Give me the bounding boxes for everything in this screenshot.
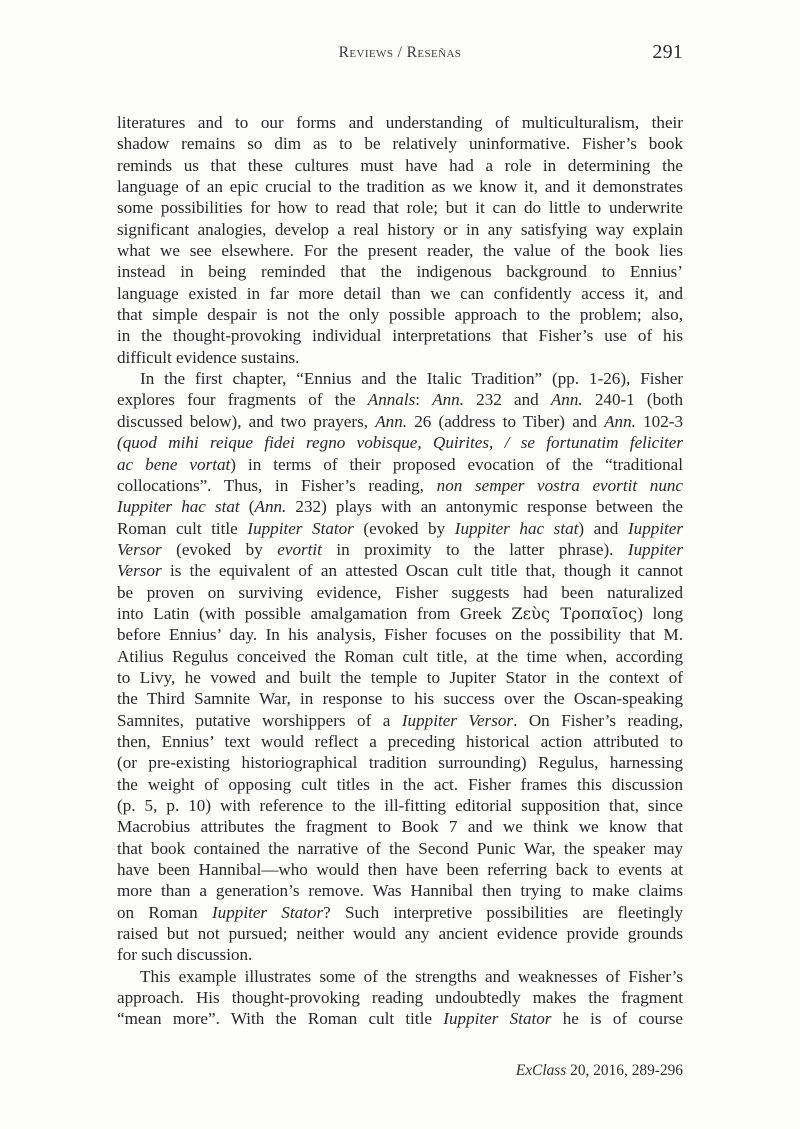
- footer-citation: [117, 1062, 683, 1080]
- text-line: explores four fragments of the Annals: Ann. 232 and Ann. 240-1 (both: [117, 390, 683, 410]
- paragraph-continued: [117, 112, 683, 368]
- text-line: Versor is the equivalent of an attested Oscan cult title that, though it cannot: [117, 561, 683, 581]
- footer-journal-name: ExClass: [515, 1062, 567, 1079]
- text-line: Versor (evoked by evortit in proximity to the latter phrase). Iuppiter: [117, 539, 683, 559]
- text-line: Samnites, putative worshippers of a Iuppiter Versor. On Fisher’s reading,: [117, 710, 683, 730]
- text-line: then, Ennius’ text would reflect a preceding historical action attributed to: [117, 731, 683, 751]
- text-line: to Livy, he vowed and built the temple to Jupiter Stator in the context of: [117, 667, 683, 687]
- text-line: language of an epic crucial to the tradition as we know it, and it demonstrates: [117, 177, 683, 197]
- text-line: discussed below), and two prayers, Ann. 26 (address to Tiber) and Ann. 102-3: [117, 411, 683, 431]
- italic-iuppiter-stator: Iuppiter Stator: [211, 902, 324, 922]
- italic-iuppiter-hac-stat: Iuppiter hac stat: [454, 518, 579, 538]
- paragraph-this-example: [117, 966, 683, 1030]
- running-head-title: Reviews / Reseñas: [338, 44, 462, 61]
- text-line: shadow remains so dim as to be relatively uninformative. Fisher’s book: [117, 134, 683, 154]
- page-number: 291: [652, 41, 683, 63]
- text-line-body: In the first chapter, “Ennius and the Italic Tradition” (pp. 1-26), Fisher: [140, 369, 683, 389]
- text-line: (or pre-existing historiographical tradition surrounding) Regulus, harnessing: [117, 753, 683, 773]
- italic-latin-fragment: non semper vostra evortit nunc: [436, 475, 684, 495]
- text-line: reminds us that these cultures must have had a role in determining the: [117, 155, 683, 175]
- italic-ann: Ann.: [254, 497, 287, 517]
- text-line: for such discussion.: [117, 945, 253, 965]
- text-line: ac bene vortat) in terms of their proposed evocation of the “traditional: [117, 454, 683, 474]
- text-line-indented: [117, 966, 683, 987]
- footer-citation-detail: 20, 2016, 289-296: [566, 1062, 683, 1079]
- text-line: be proven on surviving evidence, Fisher suggests had been naturalized: [117, 582, 683, 602]
- italic-annals: Annals: [367, 390, 416, 410]
- text-line: in the thought-provoking individual interpretations that Fisher’s use of his: [117, 326, 683, 346]
- text-line: before Ennius’ day. In his analysis, Fisher focuses on the possibility that M.: [117, 625, 683, 645]
- text-line: have been Hannibal—who would then have been referring back to events at: [117, 860, 683, 880]
- text-line: instead in being reminded that the indigenous background to Ennius’: [117, 262, 683, 282]
- body-text-block: [117, 112, 683, 1030]
- text-line: difficult evidence sustains.: [117, 347, 300, 367]
- text-line: Roman cult title Iuppiter Stator (evoked by Iuppiter hac stat) and Iuppiter: [117, 518, 684, 538]
- italic-iuppiter-versor: Iuppiter: [627, 518, 684, 538]
- italic-iuppiter-versor: Versor: [117, 561, 162, 581]
- text-line: some possibilities for how to read that role; but it can do little to underwrite: [117, 198, 683, 218]
- italic-iuppiter-versor: Iuppiter: [627, 539, 683, 559]
- text-line: the weight of opposing cult titles in the act. Fisher frames this discussion: [117, 774, 683, 794]
- text-line: (p. 5, p. 10) with reference to the ill-fitting editorial supposition that, since: [117, 796, 683, 815]
- italic-latin-quotation: (quod mihi reique fidei regno vobisque, Quirites, / se fortunatim feliciter: [117, 433, 683, 453]
- text-line: significant analogies, develop a real history or in any satisfying way explain: [117, 219, 683, 239]
- text-line-body: This example illustrates some of the strengths and weaknesses of Fisher’s: [140, 966, 683, 986]
- text-line: more than a generation’s remove. Was Hannibal then trying to make claims: [117, 881, 683, 901]
- italic-iuppiter-versor: Iuppiter Versor: [401, 710, 514, 730]
- italic-iuppiter-stator: Iuppiter Stator: [443, 1009, 552, 1029]
- italic-latin-quotation: ac bene vortat: [117, 454, 231, 474]
- text-line: the Third Samnite War, in response to his success over the Oscan-speaking: [117, 689, 683, 709]
- text-line: literatures and to our forms and understanding of multiculturalism, their: [117, 113, 683, 132]
- greek-phrase: Ζεὺς Τροπαῖος: [511, 603, 638, 623]
- italic-ann: Ann.: [432, 390, 464, 410]
- paragraph-first-chapter: [117, 368, 683, 966]
- text-line: into Latin (with possible amalgamation from Greek Ζεὺς Τροπαῖος) long: [117, 603, 683, 623]
- italic-ann: Ann.: [550, 390, 583, 410]
- text-line: collocations”. Thus, in Fisher’s reading, non semper vostra evortit nunc: [117, 475, 684, 495]
- italic-iuppiter-versor: Versor: [117, 539, 162, 559]
- text-line: Iuppiter hac stat (Ann. 232) plays with an antonymic response between the: [117, 497, 683, 517]
- text-line: that book contained the narrative of the Second Punic War, the speaker may: [117, 838, 683, 858]
- text-line: “mean more”. With the Roman cult title Iuppiter Stator he is of course: [117, 1009, 684, 1029]
- italic-iuppiter-stator: Iuppiter Stator: [247, 518, 354, 538]
- text-line-indented: [117, 368, 683, 389]
- text-line: language existed in far more detail than we can confidently access it, and: [117, 283, 683, 303]
- italic-evortit: evortit: [277, 539, 322, 559]
- italic-ann: Ann.: [375, 411, 408, 431]
- text-line: what we see elsewhere. For the present reader, the value of the book lies: [117, 241, 683, 261]
- italic-ann: Ann.: [604, 411, 636, 431]
- text-line: that simple despair is not the only possible approach to the problem; also,: [117, 305, 683, 325]
- text-line: raised but not pursued; neither would any ancient evidence provide grounds: [117, 924, 683, 944]
- text-line: Macrobius attributes the fragment to Book 7 and we think we know that: [117, 817, 683, 837]
- text-line: Atilius Regulus conceived the Roman cult title, at the time when, according: [117, 646, 683, 666]
- running-head: [117, 41, 683, 70]
- italic-latin-fragment: Iuppiter hac stat: [117, 497, 240, 517]
- text-line: on Roman Iuppiter Stator? Such interpretive possibilities are fleetingly: [117, 902, 683, 922]
- text-line: [117, 432, 683, 453]
- text-line: approach. His thought-provoking reading undoubtedly makes the fragment: [117, 988, 683, 1008]
